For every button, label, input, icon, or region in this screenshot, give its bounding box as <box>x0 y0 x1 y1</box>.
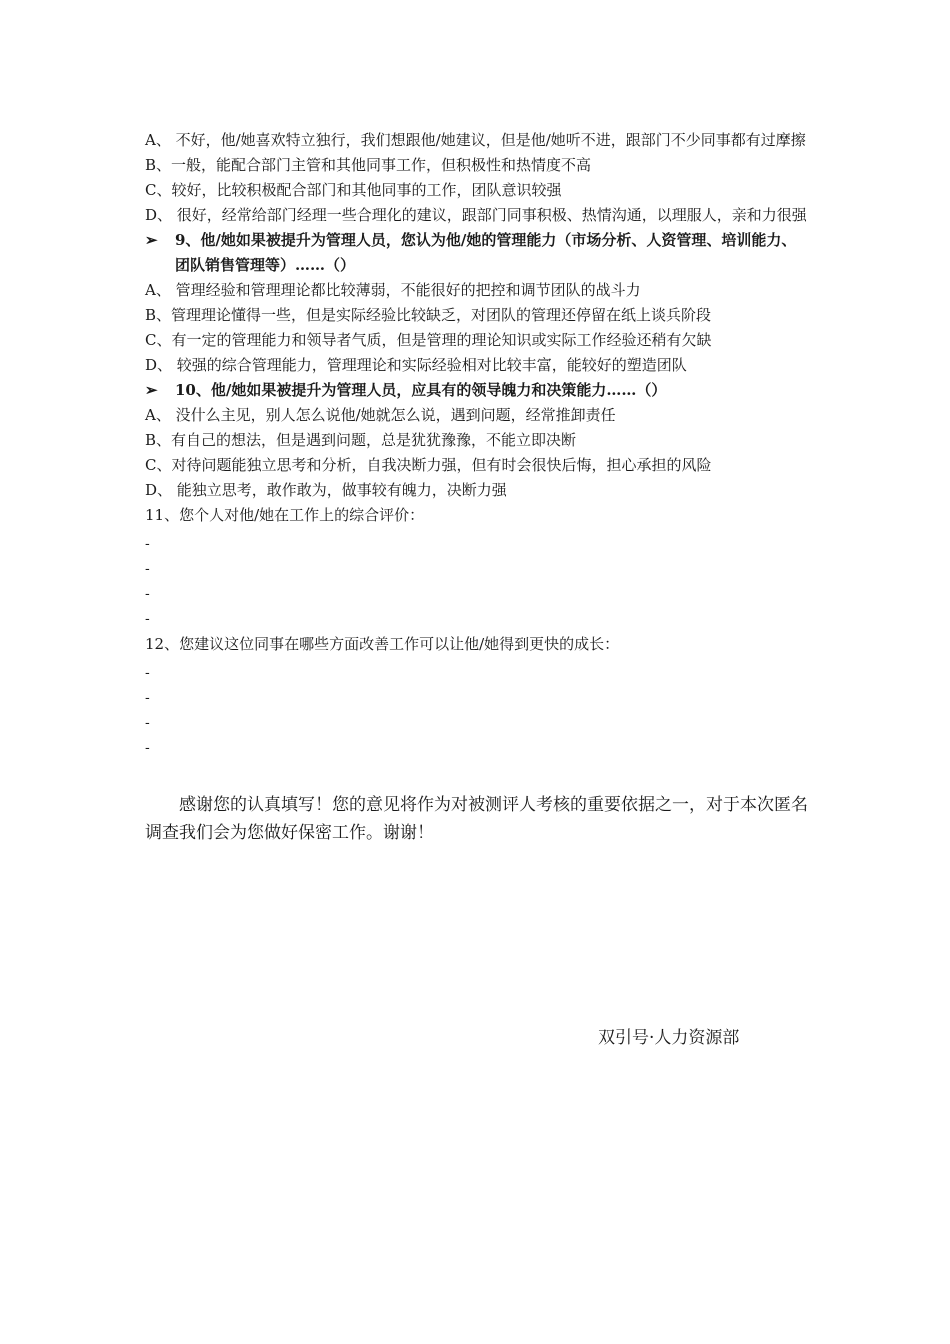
q11-question: 11、您个人对他/她在工作上的综合评价： <box>145 506 425 524</box>
q10-option-c: C、对待问题能独立思考和分析，自我决断力强，但有时会很快后悔，担心承担的风险 <box>145 456 712 474</box>
arrow-bullet-icon: ➢ <box>145 231 158 249</box>
answer-line[interactable]: - <box>145 536 150 552</box>
answer-line[interactable]: - <box>145 611 150 627</box>
q10-option-a: A、 没什么主见，别人怎么说他/她就怎么说，遇到问题，经常推卸责任 <box>145 406 616 424</box>
q9-options <box>145 278 810 378</box>
survey-content <box>145 128 810 847</box>
thanks-note: 感谢您的认真填写！您的意见将作为对被测评人考核的重要依据之一，对于本次匿名调查我们会为您做好保密工作。谢谢！ <box>145 795 808 843</box>
arrow-bullet-icon: ➢ <box>145 381 158 399</box>
answer-line[interactable]: - <box>145 561 150 577</box>
signature: 双引号·人力资源部 <box>598 1028 740 1048</box>
q8-option-c: C、较好，比较积极配合部门和其他同事的工作，团队意识较强 <box>145 181 562 199</box>
answer-line[interactable]: - <box>145 665 150 681</box>
q12-answer-lines[interactable] <box>145 661 810 761</box>
q10-question <box>145 378 810 403</box>
q9-option-c: C、有一定的管理能力和领导者气质，但是管理的理论知识或实际工作经验还稍有欠缺 <box>145 331 712 349</box>
q9-option-b: B、管理理论懂得一些，但是实际经验比较缺乏，对团队的管理还停留在纸上谈兵阶段 <box>145 306 712 324</box>
q9-option-a: A、 管理经验和管理理论都比较薄弱，不能很好的把控和调节团队的战斗力 <box>145 281 641 299</box>
q10-option-d: D、 能独立思考，敢作敢为，做事较有魄力，决断力强 <box>145 481 507 499</box>
q10-text: 10、他/她如果被提升为管理人员，应具有的领导魄力和决策能力……（） <box>175 381 667 399</box>
q8-options <box>145 128 810 228</box>
q10-options <box>145 403 810 503</box>
answer-line[interactable]: - <box>145 586 150 602</box>
q10-option-b: B、有自己的想法，但是遇到问题，总是犹犹豫豫，不能立即决断 <box>145 431 577 449</box>
q12-question: 12、您建议这位同事在哪些方面改善工作可以让他/她得到更快的成长： <box>145 635 620 653</box>
q11-answer-lines[interactable] <box>145 532 810 632</box>
q8-option-b: B、一般，能配合部门主管和其他同事工作，但积极性和热情度不高 <box>145 156 592 174</box>
q9-option-d: D、 较强的综合管理能力，管理理论和实际经验相对比较丰富，能较好的塑造团队 <box>145 356 687 374</box>
answer-line[interactable]: - <box>145 715 150 731</box>
answer-line[interactable]: - <box>145 690 150 706</box>
q9-question <box>145 228 810 278</box>
answer-line[interactable]: - <box>145 740 150 756</box>
q8-option-d: D、 很好，经常给部门经理一些合理化的建议，跟部门同事积极、热情沟通，以理服人，亲和力很强 <box>145 206 807 224</box>
q8-option-a: A、 不好，他/她喜欢特立独行，我们想跟他/她建议，但是他/她听不进，跟部门不少同事都有过摩擦 <box>145 131 806 149</box>
q9-text: 9、他/她如果被提升为管理人员，您认为他/她的管理能力（市场分析、人资管理、培训能力、团队销售管理等）……（） <box>175 231 797 274</box>
